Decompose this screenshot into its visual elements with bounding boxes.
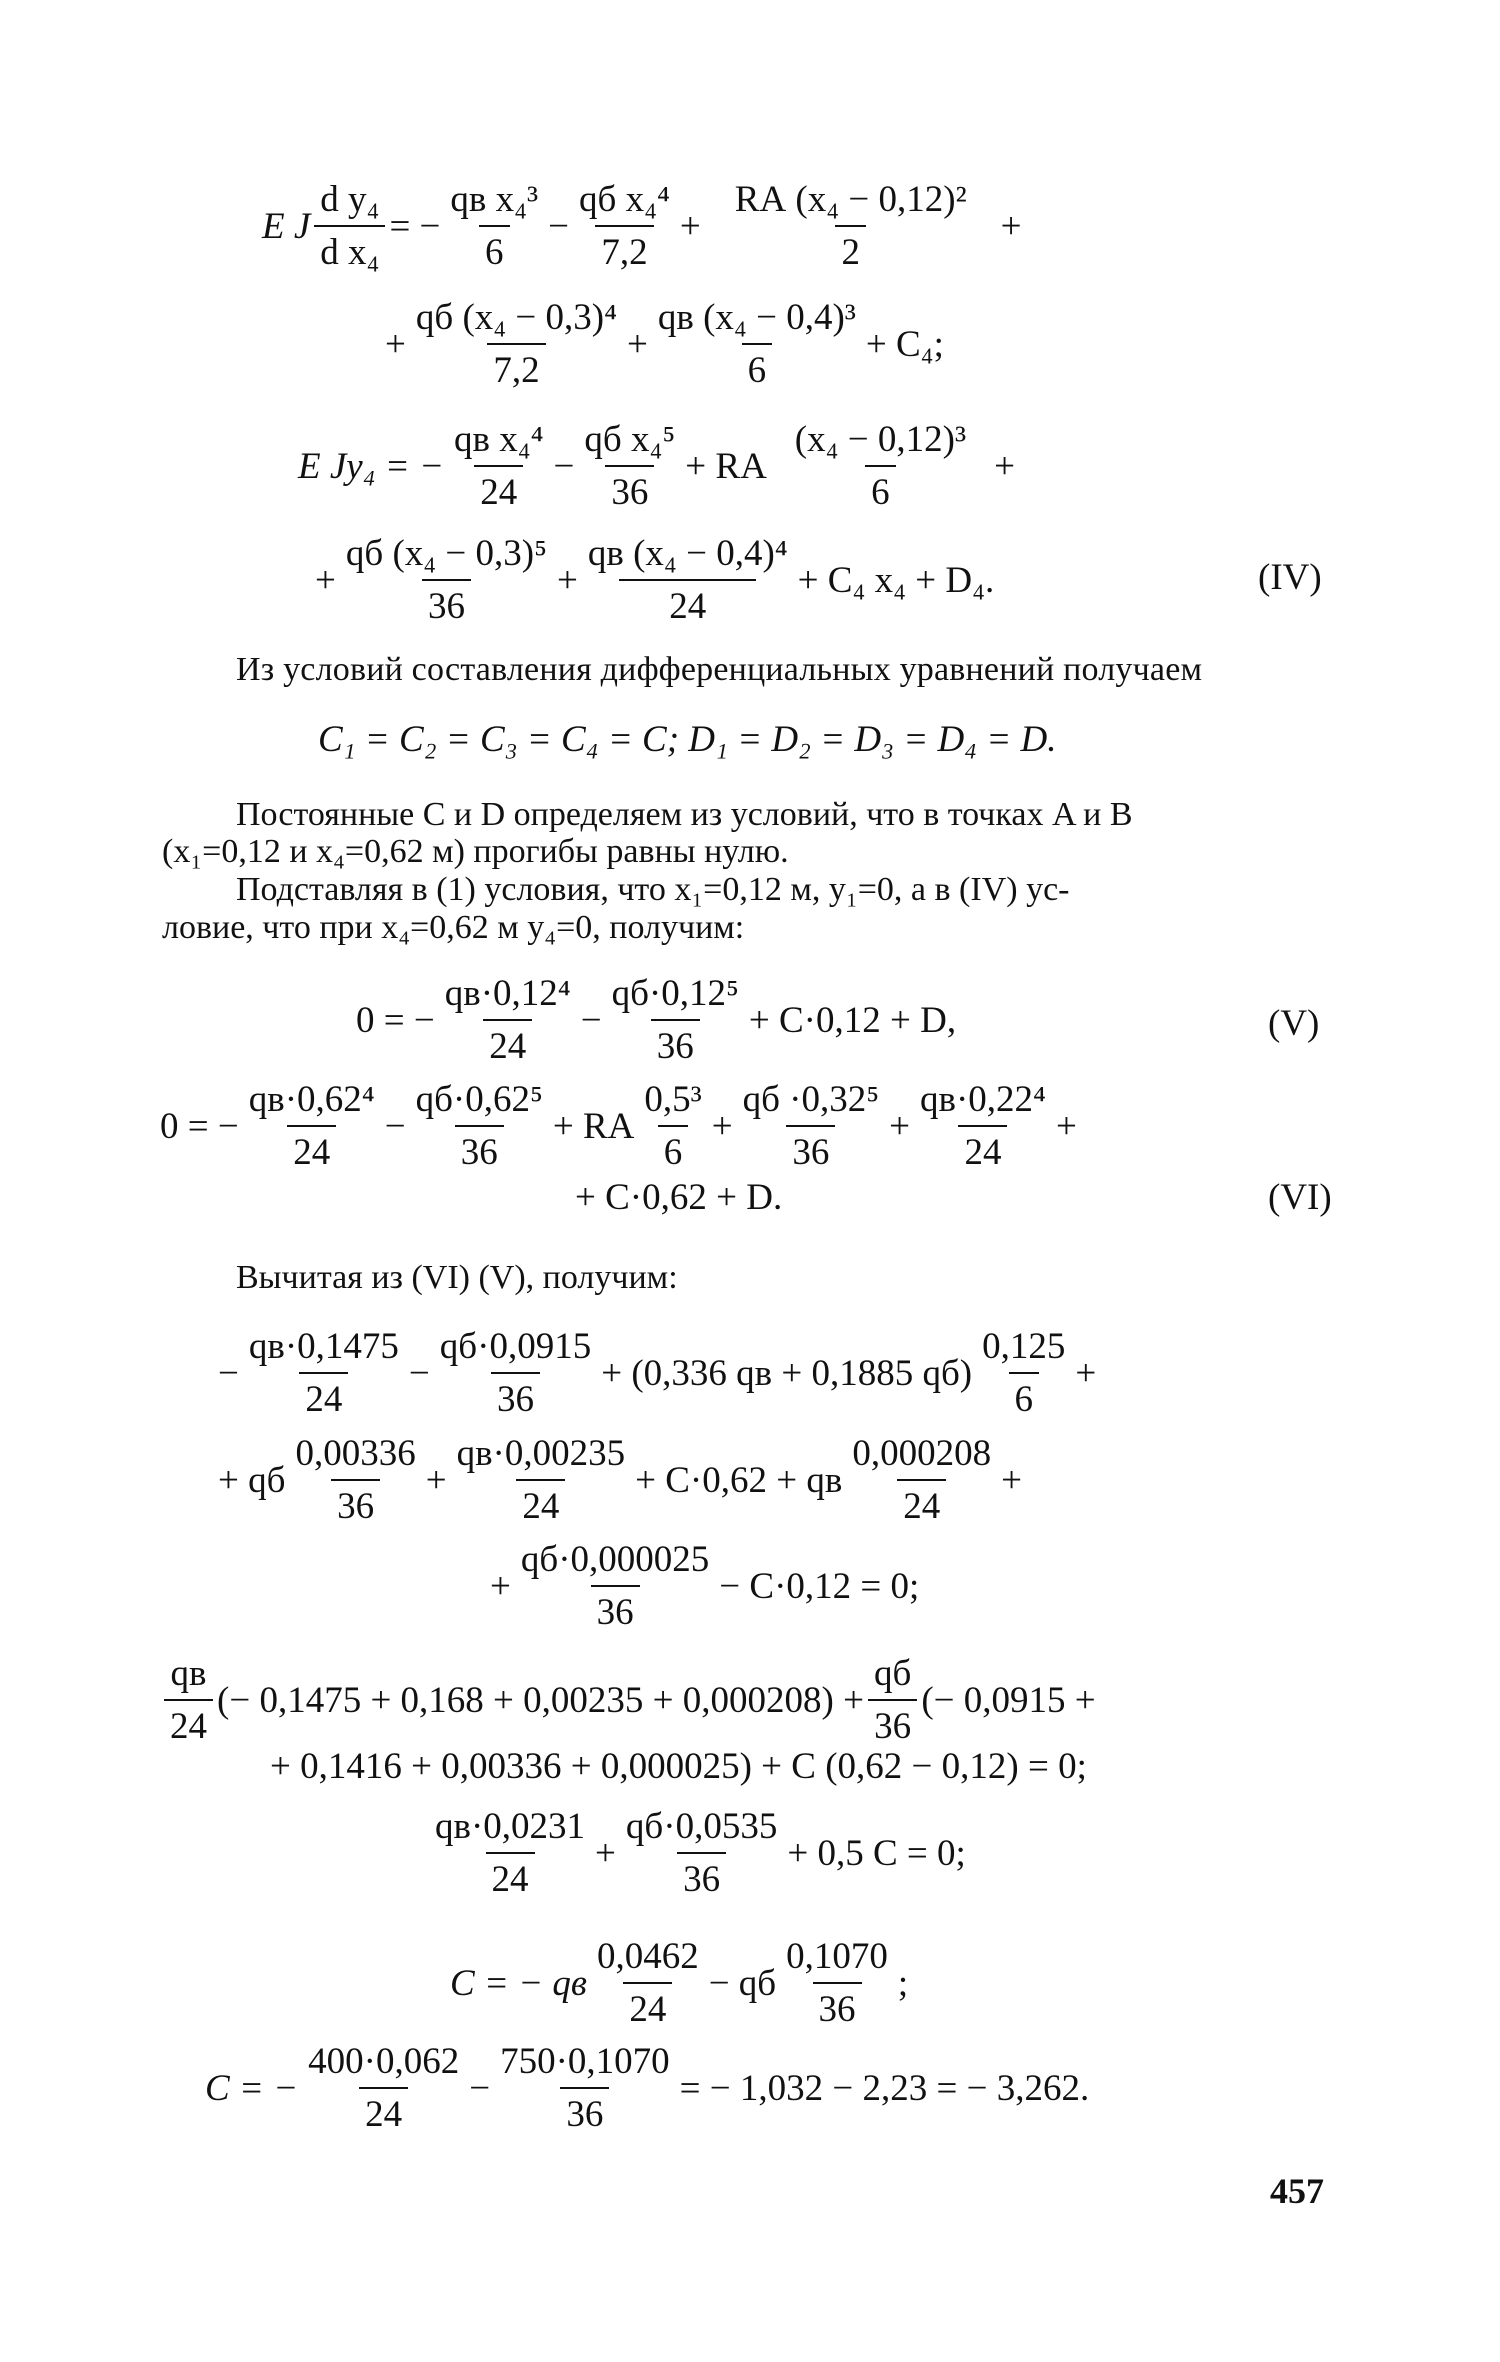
operator: + qб [218, 1459, 286, 1501]
operator: + C·0,12 + D, [748, 999, 957, 1041]
fraction-denominator: d x₄ [314, 225, 385, 274]
paragraph-substituting-line2: ловие, что при x₄=0,62 м y₄=0, получим: [162, 909, 745, 946]
fraction-numerator: qб·0,000025 [520, 1539, 710, 1580]
fraction-denominator: 6 [1009, 1372, 1040, 1421]
fraction-denominator: 36 [786, 1125, 835, 1174]
operator: + 0,5 C = 0; [787, 1832, 966, 1874]
fraction-denominator: 36 [591, 1585, 640, 1634]
eq-iv-l3-term3 [771, 418, 990, 514]
eq-iv-line2 [385, 296, 944, 392]
paragraph-substituting-line1: Подставляя в (1) условия, что x₁=0,12 м, y₁=0, а в (IV) ус- [236, 871, 1070, 908]
fraction-numerator: qв [170, 1653, 207, 1694]
fraction-numerator: 0,125 [982, 1326, 1066, 1367]
equation-number-v: (V) [1268, 1003, 1320, 1044]
operator: − [218, 1352, 239, 1394]
eq-group-l3-term2 [620, 1805, 783, 1901]
eq-group-bracket2-open: (− 0,0915 + [921, 1679, 1096, 1721]
eq-c-symbolic [450, 1935, 908, 2031]
eq-vi-term1 [243, 1078, 381, 1174]
eq-group-line2: + 0,1416 + 0,00336 + 0,000025) + C (0,62 − 0,12) = 0; [270, 1746, 1087, 1787]
eq-sub-l2-term3 [846, 1432, 997, 1528]
fraction-numerator: qб ·0,32⁵ [742, 1079, 880, 1120]
fraction-numerator: qв·0,00235 [456, 1433, 626, 1474]
fraction-denominator: 24 [958, 1125, 1007, 1174]
fraction-denominator: 24 [164, 1699, 213, 1748]
operator: + [711, 1105, 733, 1147]
operator: + [627, 323, 648, 365]
operator: + [889, 1105, 911, 1147]
fraction-denominator: 36 [455, 1125, 504, 1174]
eq-c1-term1 [591, 1935, 705, 2031]
fraction-denominator: 36 [560, 2087, 609, 2136]
operator: + [385, 323, 406, 365]
fraction-numerator: qв·0,62⁴ [248, 1079, 375, 1120]
eq-iv-l1-term2 [573, 178, 676, 274]
fraction-numerator: qв x₄⁴ [454, 419, 544, 460]
fraction-numerator: qв·0,22⁴ [920, 1079, 1046, 1120]
equation-number-vi: (VI) [1268, 1177, 1332, 1218]
eq-iv-l1-lhs-fraction [314, 178, 385, 274]
operator: + C₄ x₄ + D₄. [797, 559, 995, 601]
fraction-numerator: qв·0,12⁴ [444, 973, 571, 1014]
eq-iv-l4-term1 [340, 532, 553, 628]
fraction-numerator: qб·0,62⁵ [415, 1079, 543, 1120]
fraction-denominator: 24 [619, 579, 756, 628]
eq-sub-line1 [218, 1325, 1096, 1421]
fraction-denominator: 24 [897, 1479, 946, 1528]
operator: + RА [552, 1105, 635, 1147]
operator: − [408, 1352, 430, 1394]
eq-iv-l2-term2 [652, 296, 862, 392]
operator: + [1000, 205, 1022, 247]
eq-c2-term2 [494, 2040, 676, 2136]
operator: + [1001, 1459, 1022, 1501]
eq-sub-l2-term2 [451, 1432, 632, 1528]
fraction-denominator: 36 [677, 1852, 726, 1901]
operator: − [553, 445, 575, 487]
fraction-numerator: 750·0,1070 [500, 2041, 670, 2082]
operator: + RА [685, 445, 767, 487]
operator: = − 1,032 − 2,23 = − 3,262. [679, 2067, 1090, 2109]
fraction-denominator: 6 [479, 225, 510, 274]
fraction-denominator: 24 [516, 1479, 565, 1528]
eq-c1-term2 [780, 1935, 894, 2031]
eq-vi-term2 [410, 1078, 549, 1174]
page-number: 457 [1270, 2171, 1324, 2211]
fraction-denominator: 36 [868, 1699, 917, 1748]
operator: + [557, 559, 578, 601]
eq-iv-l2-term1 [410, 296, 623, 392]
fraction-numerator: qб (x₄ − 0,3)⁴ [415, 297, 618, 338]
fraction-denominator: 24 [486, 1852, 535, 1901]
eq-iv-l1-term1 [444, 178, 544, 274]
eq-iv-l4-term2 [582, 532, 794, 628]
paragraph-conditions: Из условий составления дифференциальных уравнений получаем [236, 651, 1203, 688]
fraction-numerator: qб·0,12⁵ [611, 973, 739, 1014]
eq-sub-l1-term1 [243, 1325, 405, 1421]
eq-iv-l3-term2 [578, 418, 681, 514]
operator: + [595, 1832, 616, 1874]
eq-iv-l3-lhs: E Jy₄ = − [298, 445, 444, 487]
eq-group-line1 [160, 1652, 1096, 1748]
fraction-denominator: 36 [331, 1479, 380, 1528]
eq-group-qb-over-36 [868, 1652, 917, 1748]
fraction-numerator: 0,000208 [852, 1433, 992, 1474]
eq-sub-l2-term1 [289, 1432, 421, 1528]
operator: − [548, 205, 570, 247]
eq-iv-line4 [315, 532, 994, 628]
fraction-denominator: 24 [623, 1982, 672, 2031]
eq-sub-l3-term1 [515, 1538, 715, 1634]
fraction-numerator: qб x₄⁵ [584, 419, 676, 460]
eq-c2-term1 [302, 2040, 465, 2136]
fraction-denominator: 24 [474, 465, 523, 514]
fraction-denominator: 24 [483, 1019, 532, 1068]
eq-group-qv-over-24 [164, 1652, 213, 1748]
eq-v-term2 [606, 972, 745, 1068]
fraction-numerator: qб [873, 1653, 912, 1694]
fraction-denominator: 6 [658, 1125, 689, 1174]
fraction-numerator: qб (x₄ − 0,3)⁵ [345, 533, 548, 574]
equation-number-iv: (IV) [1258, 557, 1322, 598]
fraction-numerator: qв x₄³ [450, 179, 539, 220]
eq-c1-lhs: C = − qв [450, 1962, 587, 2004]
operator: + [1075, 1352, 1097, 1394]
constants-equality: C₁ = C₂ = C₃ = C₄ = C; D₁ = D₂ = D₃ = D₄ = D. [318, 719, 1057, 760]
eq-iv-l3-term1 [448, 418, 550, 514]
fraction-denominator: 6 [865, 465, 896, 514]
operator: + [425, 1459, 447, 1501]
fraction-denominator: 36 [491, 1372, 540, 1421]
eq-vi-line1 [160, 1078, 1077, 1174]
eq-sub-line2 [218, 1432, 1022, 1528]
fraction-denominator: 36 [605, 465, 654, 514]
eq-vi-line2: + C·0,62 + D. [575, 1177, 783, 1218]
fraction-numerator: qв·0,0231 [435, 1806, 586, 1847]
fraction-numerator: d y₄ [320, 179, 380, 220]
fraction-numerator: qв (x₄ − 0,4)⁴ [587, 533, 788, 574]
operator: + C₄; [865, 323, 944, 365]
fraction-denominator: 7,2 [487, 343, 545, 392]
operator: − qб [708, 1962, 777, 2004]
eq-vi-term3 [638, 1078, 707, 1174]
operator: + [679, 205, 701, 247]
operator: = − [389, 205, 441, 247]
eq-c-numeric [205, 2040, 1089, 2136]
operator: − [384, 1105, 406, 1147]
fraction-numerator: 0,0462 [596, 1936, 699, 1977]
operator: + C·0,62 + qв [635, 1459, 843, 1501]
eq-c2-lhs: C = − [205, 2067, 299, 2109]
paragraph-constants-line2: (x₁=0,12 и x₄=0,62 м) прогибы равны нулю. [162, 833, 789, 870]
fraction-denominator: 24 [359, 2087, 408, 2136]
fraction-numerator: qб·0,0535 [625, 1806, 778, 1847]
fraction-denominator: 24 [299, 1372, 348, 1421]
operator: + [1055, 1105, 1077, 1147]
fraction-numerator: RА (x₄ − 0,12)² [734, 179, 967, 220]
eq-iv-l1-lhs: E J [262, 205, 311, 247]
fraction-numerator: 0,1070 [786, 1936, 888, 1977]
fraction-numerator: qв·0,1475 [248, 1326, 399, 1367]
fraction-denominator: 24 [287, 1125, 336, 1174]
operator: + (0,336 qв + 0,1885 qб) [601, 1352, 973, 1394]
eq-vi-term4 [737, 1078, 886, 1174]
fraction-denominator: 36 [422, 579, 471, 628]
operator: − [469, 2067, 491, 2109]
eq-group-bracket1: (− 0,1475 + 0,168 + 0,00235 + 0,000208) + [217, 1679, 864, 1721]
fraction-numerator: 0,5³ [644, 1079, 702, 1120]
operator: + [315, 559, 336, 601]
operator: − [580, 999, 602, 1041]
fraction-numerator: qв (x₄ − 0,4)³ [657, 297, 856, 338]
eq-iv-line1 [262, 178, 1022, 274]
fraction-numerator: 0,00336 [295, 1433, 416, 1474]
fraction-denominator: 36 [813, 1982, 862, 2031]
eq-sub-l1-term3 [976, 1325, 1071, 1421]
fraction-numerator: qб x₄⁴ [579, 179, 670, 220]
eq-v [356, 972, 956, 1068]
fraction-denominator: 36 [651, 1019, 700, 1068]
fraction-numerator: 400·0,062 [308, 2041, 460, 2082]
eq-v-lhs: 0 = − [356, 999, 435, 1041]
paragraph-constants-line1: Постоянные C и D определяем из условий, что в точках A и B [236, 796, 1133, 833]
operator: − C·0,12 = 0; [719, 1565, 920, 1607]
operator: ; [897, 1962, 909, 2004]
fraction-denominator: 7,2 [595, 225, 653, 274]
eq-group-line3 [425, 1805, 966, 1901]
eq-vi-lhs: 0 = − [160, 1105, 239, 1147]
paragraph-subtracting: Вычитая из (VI) (V), получим: [236, 1259, 678, 1296]
fraction-numerator: qб·0,0915 [439, 1326, 592, 1367]
eq-group-l3-term1 [429, 1805, 591, 1901]
operator: + [994, 445, 1015, 487]
eq-iv-l1-term3 [705, 178, 997, 274]
fraction-numerator: (x₄ − 0,12)³ [794, 419, 967, 460]
eq-sub-l1-term2 [434, 1325, 597, 1421]
eq-vi-term5 [914, 1078, 1052, 1174]
eq-v-term1 [439, 972, 577, 1068]
eq-iv-line3 [298, 418, 1015, 514]
fraction-denominator: 6 [742, 343, 773, 392]
fraction-denominator: 2 [835, 225, 866, 274]
operator: + [490, 1565, 511, 1607]
eq-sub-line3 [490, 1538, 919, 1634]
